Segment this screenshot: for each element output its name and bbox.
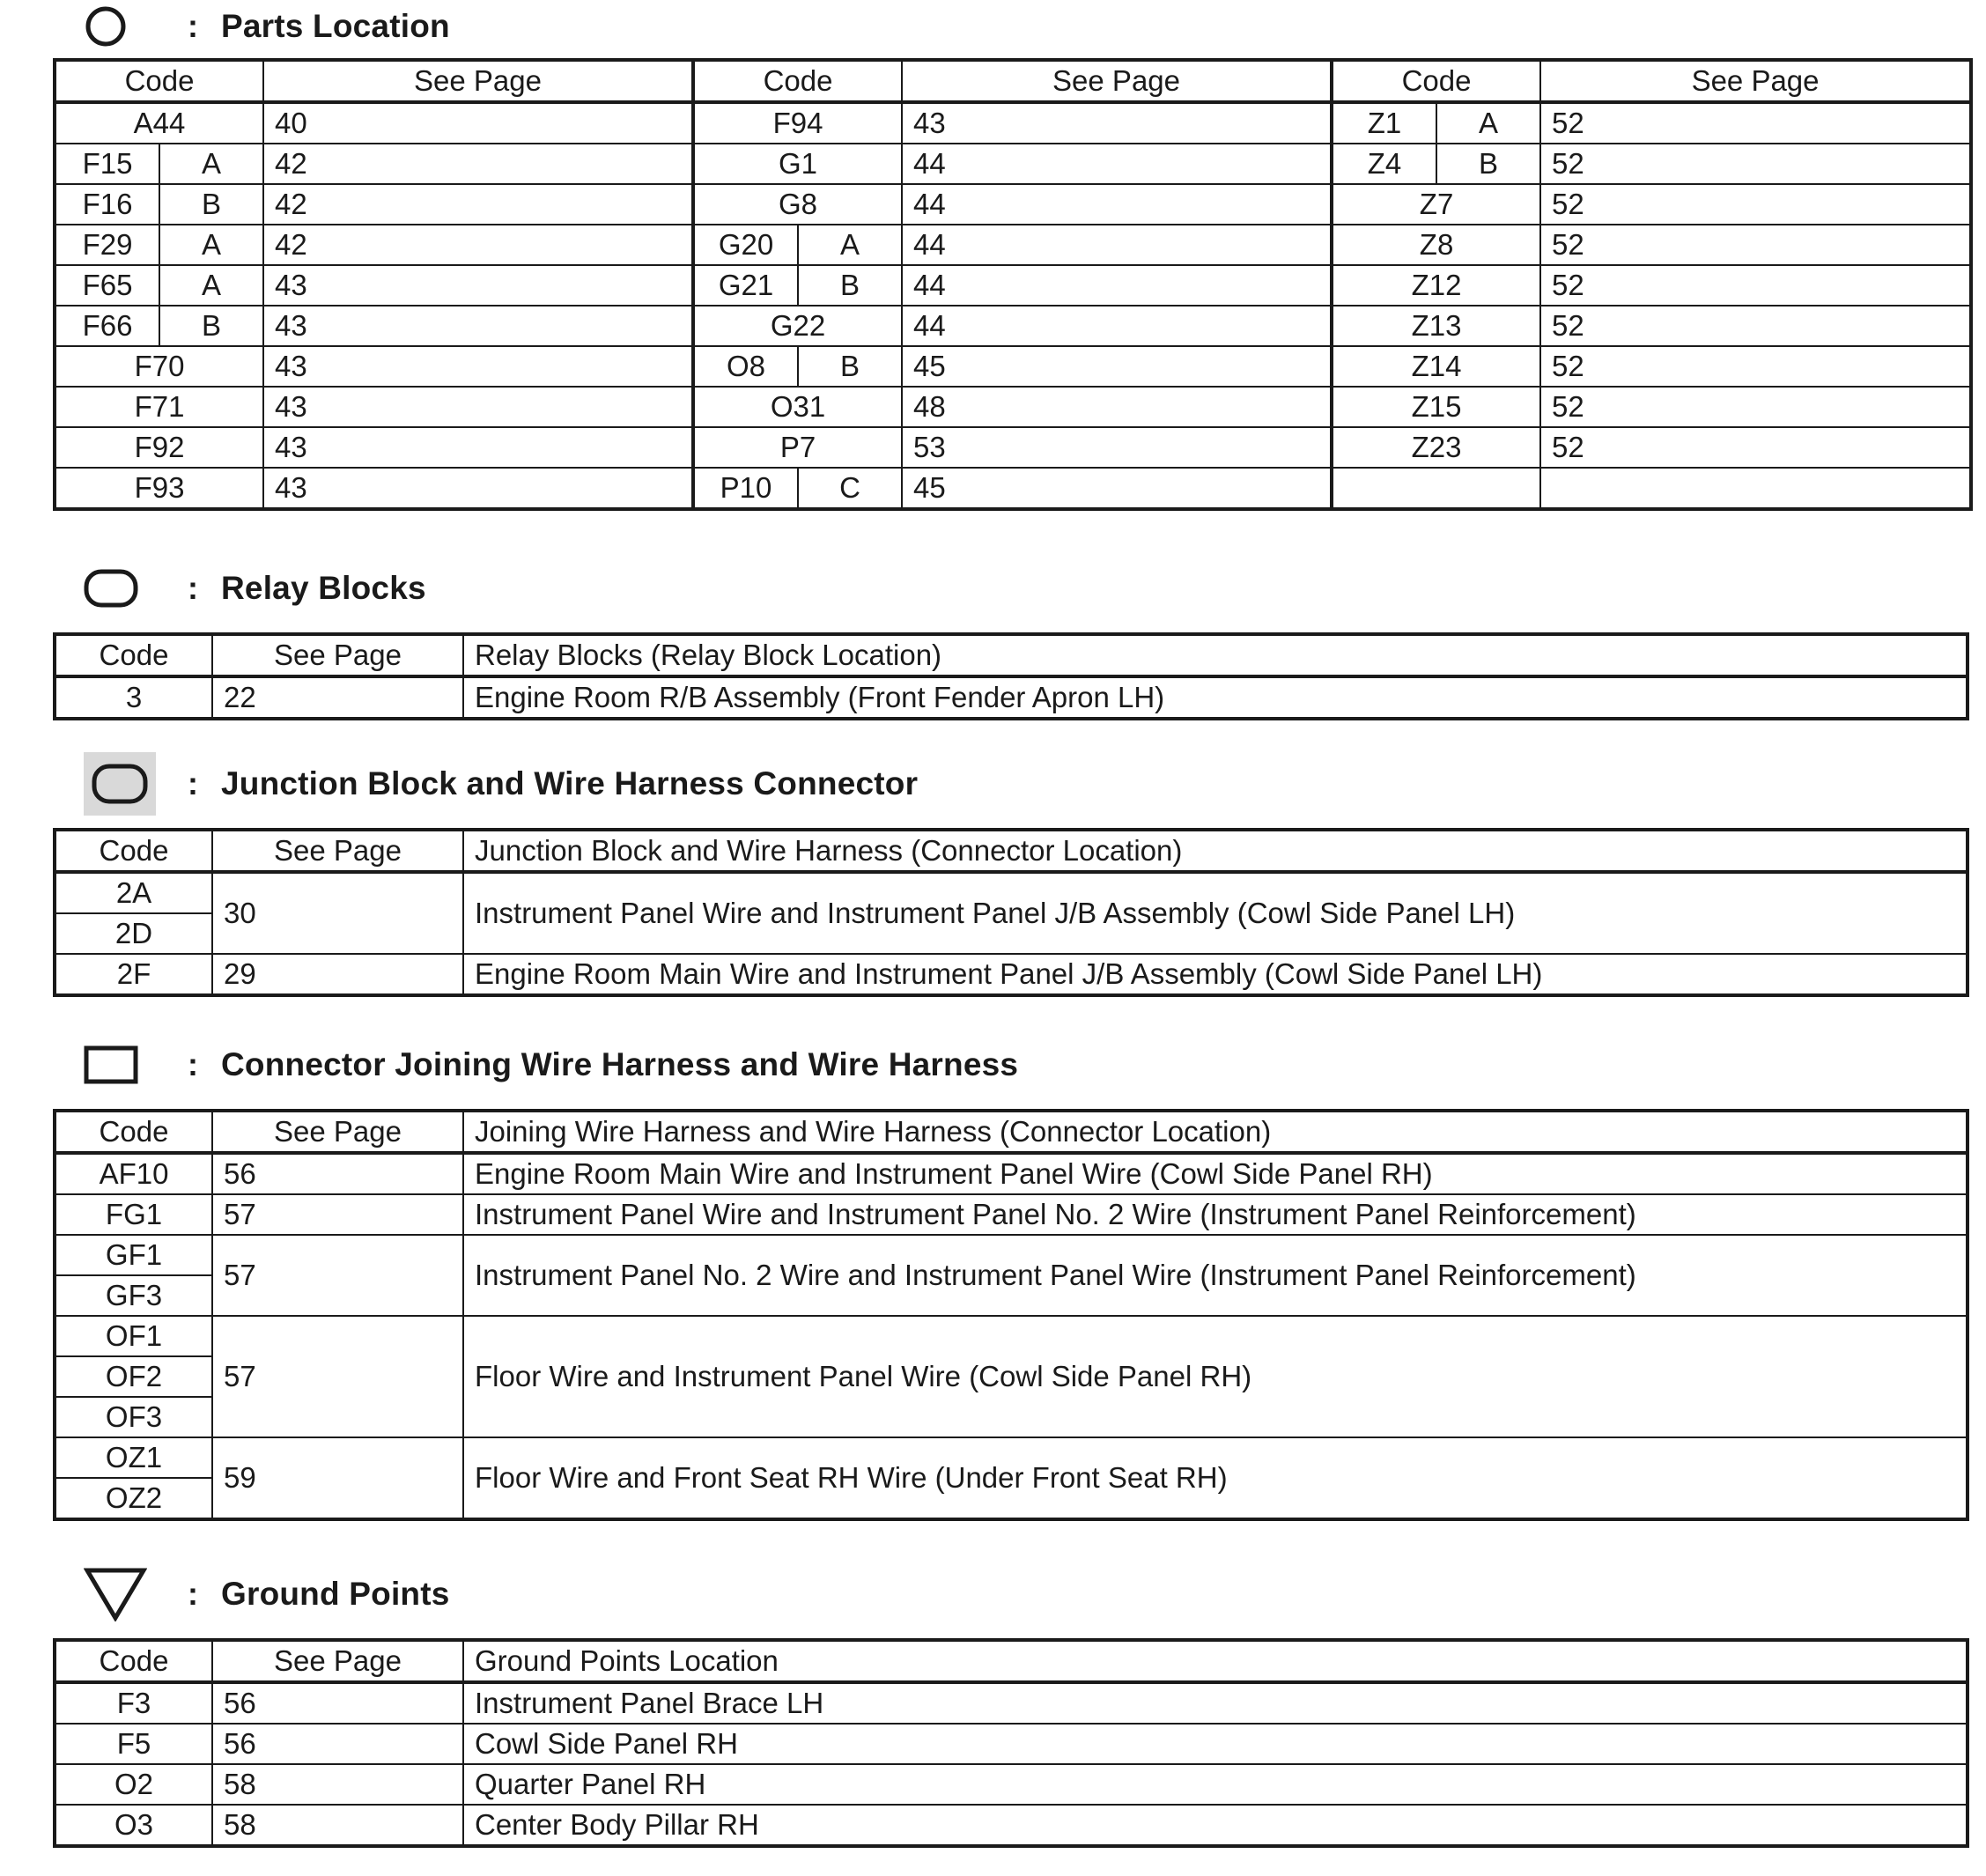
part-code: F92 <box>55 427 263 468</box>
code-cell: F5 <box>55 1724 212 1764</box>
part-see-page: 43 <box>263 346 693 387</box>
table-row <box>55 346 1971 387</box>
code-cell: OF2 <box>55 1356 212 1397</box>
location-cell: Center Body Pillar RH <box>463 1805 1968 1846</box>
location-cell: Engine Room Main Wire and Instrument Panel Wire (Cowl Side Panel RH) <box>463 1153 1968 1194</box>
rectangle-icon <box>84 1030 163 1100</box>
part-code: F65 <box>55 265 159 306</box>
table-row <box>55 676 1968 719</box>
table-header-row <box>55 634 1968 676</box>
part-see-page: 42 <box>263 184 693 225</box>
connector-header <box>84 1030 1018 1100</box>
part-code: F66 <box>55 306 159 346</box>
table-row <box>55 1194 1968 1235</box>
code-cell: 3 <box>55 676 212 719</box>
section-title: Connector Joining Wire Harness and Wire Harness <box>221 1046 1019 1082</box>
part-code: F93 <box>55 468 263 509</box>
part-see-page: 52 <box>1540 427 1971 468</box>
code-cell: F3 <box>55 1682 212 1724</box>
code-cell: 2D <box>55 913 212 954</box>
circle-icon <box>84 0 163 62</box>
see-page-cell: 56 <box>212 1153 463 1194</box>
table-header-row <box>55 830 1968 872</box>
table-row <box>55 1682 1968 1724</box>
separator-colon: : <box>188 1046 198 1082</box>
location-cell: Instrument Panel Wire and Instrument Panel No. 2 Wire (Instrument Panel Reinforcement) <box>463 1194 1968 1235</box>
table-row <box>55 387 1971 427</box>
part-see-page: 40 <box>263 102 693 144</box>
column-header-code: Code <box>55 60 263 102</box>
table-row <box>55 427 1971 468</box>
location-cell: Floor Wire and Front Seat RH Wire (Under Front Seat RH) <box>463 1437 1968 1519</box>
code-cell: 2F <box>55 954 212 995</box>
column-header-code: Code <box>55 1111 212 1153</box>
part-code: G1 <box>693 144 902 184</box>
column-header-see-page: See Page <box>902 60 1332 102</box>
code-cell: O3 <box>55 1805 212 1846</box>
part-sub-code: A <box>798 225 902 265</box>
column-header-see-page: See Page <box>212 1111 463 1153</box>
part-see-page: 52 <box>1540 387 1971 427</box>
ground-points-header <box>84 1559 450 1629</box>
part-sub-code: B <box>1436 144 1540 184</box>
relay-blocks-table <box>53 632 1969 720</box>
separator-colon: : <box>188 8 198 44</box>
part-sub-code: C <box>798 468 902 509</box>
code-cell: OZ1 <box>55 1437 212 1478</box>
part-code: G20 <box>693 225 798 265</box>
see-page-cell: 22 <box>212 676 463 719</box>
part-sub-code: A <box>159 225 263 265</box>
part-see-page: 52 <box>1540 225 1971 265</box>
junction-block-table <box>53 828 1969 997</box>
part-see-page: 52 <box>1540 306 1971 346</box>
part-see-page: 43 <box>263 306 693 346</box>
see-page-cell: 57 <box>212 1316 463 1437</box>
part-code: G22 <box>693 306 902 346</box>
location-cell: Engine Room Main Wire and Instrument Panel J/B Assembly (Cowl Side Panel LH) <box>463 954 1968 995</box>
column-header-code: Code <box>1332 60 1540 102</box>
part-see-page: 52 <box>1540 184 1971 225</box>
part-code: P10 <box>693 468 798 509</box>
see-page-cell: 29 <box>212 954 463 995</box>
column-header-code: Code <box>55 830 212 872</box>
part-sub-code: B <box>159 306 263 346</box>
table-row <box>55 265 1971 306</box>
part-see-page: 53 <box>902 427 1332 468</box>
part-sub-code: A <box>1436 102 1540 144</box>
column-header-see-page: See Page <box>212 634 463 676</box>
table-row <box>55 1724 1968 1764</box>
part-see-page: 44 <box>902 306 1332 346</box>
table-row <box>55 872 1968 913</box>
column-header-location: Junction Block and Wire Harness (Connector Location) <box>463 830 1968 872</box>
see-page-cell: 57 <box>212 1235 463 1316</box>
location-cell: Instrument Panel Brace LH <box>463 1682 1968 1724</box>
part-code: F15 <box>55 144 159 184</box>
part-code: A44 <box>55 102 263 144</box>
part-code: F71 <box>55 387 263 427</box>
connector-table <box>53 1109 1969 1521</box>
part-sub-code: A <box>159 265 263 306</box>
part-see-page: 44 <box>902 225 1332 265</box>
section-title: Junction Block and Wire Harness Connector <box>221 765 919 801</box>
column-header-see-page: See Page <box>1540 60 1971 102</box>
part-code: Z13 <box>1332 306 1540 346</box>
part-see-page: 45 <box>902 346 1332 387</box>
part-see-page: 44 <box>902 265 1332 306</box>
table-row <box>55 468 1971 509</box>
junction-block-header <box>84 749 918 819</box>
part-code: P7 <box>693 427 902 468</box>
separator-colon: : <box>188 765 198 801</box>
part-code: Z4 <box>1332 144 1436 184</box>
part-see-page: 43 <box>263 468 693 509</box>
column-header-code: Code <box>55 634 212 676</box>
code-cell: OZ2 <box>55 1478 212 1519</box>
see-page-cell: 58 <box>212 1805 463 1846</box>
part-code: G21 <box>693 265 798 306</box>
table-header-row <box>55 60 1971 102</box>
code-cell: O2 <box>55 1764 212 1805</box>
part-code: O31 <box>693 387 902 427</box>
table-row <box>55 306 1971 346</box>
part-code: F70 <box>55 346 263 387</box>
part-code: G8 <box>693 184 902 225</box>
section-title: Parts Location <box>221 8 450 44</box>
part-code: O8 <box>693 346 798 387</box>
table-row <box>55 954 1968 995</box>
table-row <box>55 1153 1968 1194</box>
section-title: Relay Blocks <box>221 570 426 606</box>
code-cell: OF1 <box>55 1316 212 1356</box>
code-cell: AF10 <box>55 1153 212 1194</box>
location-cell: Quarter Panel RH <box>463 1764 1968 1805</box>
part-code: Z12 <box>1332 265 1540 306</box>
part-see-page: 42 <box>263 225 693 265</box>
section-title: Ground Points <box>221 1576 450 1612</box>
table-header-row <box>55 1111 1968 1153</box>
part-code: Z23 <box>1332 427 1540 468</box>
column-header-location: Joining Wire Harness and Wire Harness (Connector Location) <box>463 1111 1968 1153</box>
table-row <box>55 1805 1968 1846</box>
rounded-rectangle-icon <box>84 553 163 624</box>
part-see-page: 48 <box>902 387 1332 427</box>
see-page-cell: 57 <box>212 1194 463 1235</box>
see-page-cell: 59 <box>212 1437 463 1519</box>
separator-colon: : <box>188 570 198 606</box>
ground-points-table <box>53 1638 1969 1848</box>
part-code: Z14 <box>1332 346 1540 387</box>
see-page-cell: 58 <box>212 1764 463 1805</box>
see-page-cell: 56 <box>212 1724 463 1764</box>
part-see-page: 43 <box>902 102 1332 144</box>
column-header-location: Ground Points Location <box>463 1640 1968 1682</box>
table-row <box>55 102 1971 144</box>
triangle-down-icon <box>84 1559 163 1629</box>
code-cell: GF3 <box>55 1275 212 1316</box>
parts-location-table <box>53 58 1973 511</box>
table-row <box>55 1764 1968 1805</box>
part-code: F94 <box>693 102 902 144</box>
code-cell: OF3 <box>55 1397 212 1437</box>
location-cell: Instrument Panel Wire and Instrument Panel J/B Assembly (Cowl Side Panel LH) <box>463 872 1968 954</box>
part-see-page: 43 <box>263 427 693 468</box>
part-see-page: 44 <box>902 184 1332 225</box>
part-code: F29 <box>55 225 159 265</box>
code-cell: FG1 <box>55 1194 212 1235</box>
location-cell: Cowl Side Panel RH <box>463 1724 1968 1764</box>
code-cell: 2A <box>55 872 212 913</box>
column-header-code: Code <box>693 60 902 102</box>
part-see-page: 45 <box>902 468 1332 509</box>
part-see-page: 52 <box>1540 265 1971 306</box>
see-page-cell: 56 <box>212 1682 463 1724</box>
part-sub-code: A <box>159 144 263 184</box>
table-row <box>55 184 1971 225</box>
column-header-location: Relay Blocks (Relay Block Location) <box>463 634 1968 676</box>
column-header-see-page: See Page <box>212 1640 463 1682</box>
table-row <box>55 1235 1968 1275</box>
part-see-page: 43 <box>263 265 693 306</box>
table-row <box>55 225 1971 265</box>
see-page-cell: 30 <box>212 872 463 954</box>
relay-blocks-header <box>84 553 426 624</box>
part-sub-code: B <box>798 265 902 306</box>
table-row <box>55 1316 1968 1356</box>
part-sub-code: B <box>798 346 902 387</box>
part-see-page: 44 <box>902 144 1332 184</box>
part-code: Z15 <box>1332 387 1540 427</box>
code-cell: GF1 <box>55 1235 212 1275</box>
part-sub-code: B <box>159 184 263 225</box>
location-cell: Instrument Panel No. 2 Wire and Instrument Panel Wire (Instrument Panel Reinforcement) <box>463 1235 1968 1316</box>
part-see-page: 52 <box>1540 144 1971 184</box>
table-row <box>55 144 1971 184</box>
part-see-page: 52 <box>1540 346 1971 387</box>
part-code <box>1332 468 1540 509</box>
table-row <box>55 1437 1968 1478</box>
part-code: Z1 <box>1332 102 1436 144</box>
location-cell: Engine Room R/B Assembly (Front Fender Apron LH) <box>463 676 1968 719</box>
part-see-page: 42 <box>263 144 693 184</box>
table-header-row <box>55 1640 1968 1682</box>
shaded-rounded-rectangle-icon <box>84 749 163 819</box>
part-see-page: 52 <box>1540 102 1971 144</box>
part-code: Z7 <box>1332 184 1540 225</box>
separator-colon: : <box>188 1576 198 1612</box>
column-header-code: Code <box>55 1640 212 1682</box>
part-see-page: 43 <box>263 387 693 427</box>
part-code: F16 <box>55 184 159 225</box>
part-code: Z8 <box>1332 225 1540 265</box>
location-cell: Floor Wire and Instrument Panel Wire (Cowl Side Panel RH) <box>463 1316 1968 1437</box>
column-header-see-page: See Page <box>263 60 693 102</box>
column-header-see-page: See Page <box>212 830 463 872</box>
parts-location-header <box>84 0 450 62</box>
part-see-page <box>1540 468 1971 509</box>
